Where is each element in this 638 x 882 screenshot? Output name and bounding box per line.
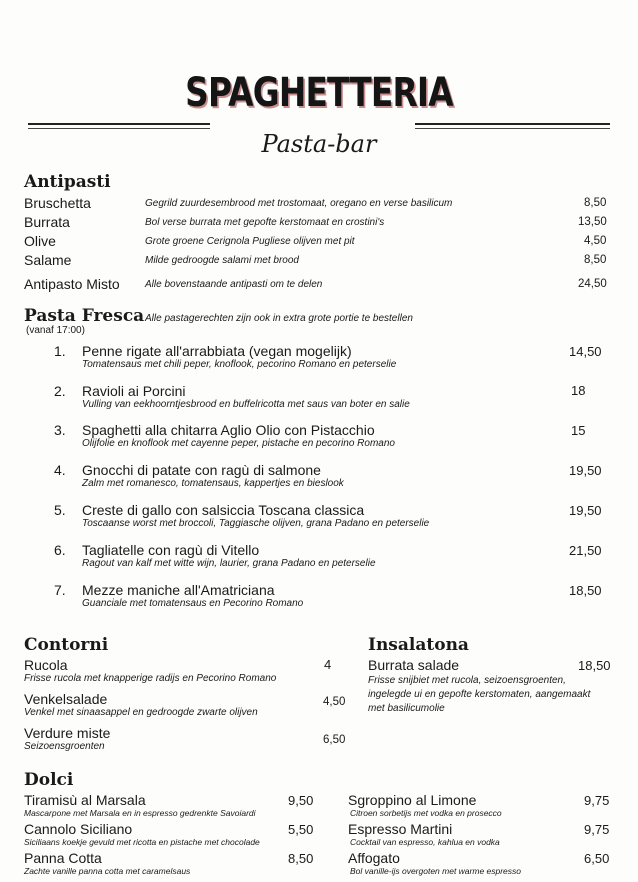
- dolci-item-desc: Cocktail van espresso, kahlua en vodka: [350, 837, 500, 847]
- antipasti-item-desc: Grote groene Cerignola Pugliese olijven met pit: [145, 236, 355, 247]
- pasta-item-desc: Zalm met romanesco, tomatensaus, kappertjes en bieslook: [82, 478, 344, 489]
- antipasti-item-desc: Bol verse burrata met gepofte kerstomaat en crostini's: [145, 217, 385, 228]
- section-title-insalatona: Insalatona: [368, 635, 469, 655]
- insalatona-item-name: Burrata salade: [368, 657, 460, 673]
- pasta-item-name: Gnocchi di patate con ragù di salmone: [82, 462, 321, 478]
- subtitle: Pasta-bar: [261, 130, 377, 158]
- contorni-item-desc: Frisse rucola met knapperige radijs en Pecorino Romano: [24, 673, 277, 684]
- antipasti-item-desc: Gegrild zuurdesembrood met trostomaat, oregano en verse basilicum: [145, 198, 453, 209]
- antipasti-item-price: 13,50: [578, 216, 607, 228]
- pasta-item-price: 14,50: [569, 344, 602, 359]
- section-title-contorni: Contorni: [24, 635, 109, 655]
- pasta-item-name: Mezze maniche all'Amatriciana: [82, 582, 275, 598]
- pasta-item-number: 4.: [54, 462, 66, 478]
- pasta-item-price: 19,50: [569, 503, 602, 518]
- contorni-item-price: 6,50: [323, 734, 346, 746]
- antipasti-item-desc: Alle bovenstaande antipasti om te delen: [145, 279, 323, 290]
- pasta-item-name: Spaghetti alla chitarra Aglio Olio con Pistacchio: [82, 422, 375, 438]
- pasta-item-number: 1.: [54, 343, 66, 359]
- dolci-item-price: 9,75: [584, 822, 610, 837]
- dolci-item-desc: Zachte vanille panna cotta met caramelsaus: [24, 866, 191, 876]
- dolci-item-price: 5,50: [288, 822, 314, 837]
- header-rule-left: [28, 123, 210, 125]
- pasta-item-price: 19,50: [569, 463, 602, 478]
- pasta-item-price: 21,50: [569, 543, 602, 558]
- dolci-item-name: Cannolo Siciliano: [24, 821, 133, 837]
- header-rule-right-thin: [415, 128, 610, 129]
- contorni-item-price: 4: [324, 657, 332, 672]
- pasta-item-price: 18: [571, 383, 586, 398]
- antipasti-item-desc: Milde gedroogde salami met brood: [145, 255, 299, 266]
- insalatona-item-desc: Frisse snijbiet met rucola, seizoensgroenten, ingelegde ui en gepofte kerstomaten, aangemaakt met basilicumolie: [368, 675, 591, 714]
- pasta-item-number: 6.: [54, 542, 66, 558]
- pasta-item-name: Ravioli ai Porcini: [82, 383, 186, 399]
- dolci-item-desc: Mascarpone met Marsala en in espresso gedrenkte Savoiardi: [24, 808, 256, 818]
- brand-title: SPAGHETTERIA: [185, 70, 453, 116]
- dolci-item-desc: Siciliaans koekje gevuld met ricotta en pistache met chocolade: [24, 837, 260, 847]
- pasta-time-note: (vanaf 17:00): [26, 325, 85, 336]
- dolci-item-desc: Bol vanille-ijs overgoten met warme espresso: [350, 866, 522, 876]
- pasta-item-desc: Toscaanse worst met broccoli, Taggiasche olijven, grana Padano en peterselie: [82, 518, 430, 529]
- dolci-item-name: Espresso Martini: [348, 821, 453, 837]
- dolci-item-name: Tiramisù al Marsala: [24, 792, 146, 808]
- pasta-item-desc: Guanciale met tomatensaus en Pecorino Romano: [82, 598, 304, 609]
- contorni-item-desc: Venkel met sinaasappel en gedroogde zwarte olijven: [24, 707, 258, 718]
- header-rule-left-thin: [28, 128, 210, 129]
- pasta-item-name: Penne rigate all'arrabbiata (vegan mogelijk): [82, 343, 352, 359]
- pasta-item-name: Creste di gallo con salsiccia Toscana classica: [82, 502, 365, 518]
- contorni-item-name: Verdure miste: [24, 725, 111, 741]
- section-title-dolci: Dolci: [24, 770, 74, 790]
- antipasti-item-name: Bruschetta: [24, 195, 91, 211]
- pasta-item-desc: Olijfolie en knoflook met cayenne peper, pistache en pecorino Romano: [82, 438, 395, 449]
- antipasti-item-name: Burrata: [24, 214, 70, 230]
- insalatona-item-price: 18,50: [578, 658, 611, 673]
- antipasti-item-name: Salame: [24, 252, 72, 268]
- contorni-item-desc: Seizoensgroenten: [24, 741, 105, 752]
- dolci-item-name: Sgroppino al Limone: [348, 792, 477, 808]
- pasta-item-price: 18,50: [569, 583, 602, 598]
- antipasti-item-price: 8,50: [584, 254, 607, 266]
- pasta-item-desc: Ragout van kalf met witte wijn, laurier, grana Padano en peterselie: [82, 558, 376, 569]
- antipasti-item-price: 8,50: [584, 197, 607, 209]
- pasta-note: Alle pastagerechten zijn ook in extra grote portie te bestellen: [145, 313, 413, 324]
- header-rule-right: [415, 123, 610, 125]
- dolci-item-name: Panna Cotta: [24, 850, 102, 866]
- pasta-item-desc: Tomatensaus met chili peper, knoflook, pecorino Romano en peterselie: [82, 359, 397, 370]
- section-title-pasta-fresca: Pasta Fresca: [24, 306, 145, 326]
- antipasti-item-name: Olive: [24, 233, 56, 249]
- antipasti-item-name: Antipasto Misto: [24, 276, 120, 292]
- dolci-item-price: 9,75: [584, 793, 610, 808]
- contorni-item-name: Venkelsalade: [24, 691, 108, 707]
- pasta-item-number: 2.: [54, 383, 66, 399]
- dolci-item-price: 9,50: [288, 793, 314, 808]
- dolci-item-price: 8,50: [288, 851, 314, 866]
- contorni-item-price: 4,50: [323, 696, 346, 708]
- pasta-item-number: 7.: [54, 582, 66, 598]
- antipasti-item-price: 4,50: [584, 235, 607, 247]
- pasta-item-desc: Vulling van eekhoorntjesbrood en buffelricotta met saus van boter en salie: [82, 399, 410, 410]
- antipasti-item-price: 24,50: [578, 278, 607, 290]
- dolci-item-price: 6,50: [584, 851, 610, 866]
- contorni-item-name: Rucola: [24, 657, 68, 673]
- pasta-item-price: 15: [571, 423, 586, 438]
- dolci-item-name: Affogato: [348, 850, 400, 866]
- pasta-item-number: 5.: [54, 502, 66, 518]
- section-title-antipasti: Antipasti: [24, 172, 111, 192]
- pasta-item-name: Tagliatelle con ragù di Vitello: [82, 542, 260, 558]
- dolci-item-desc: Citroen sorbetijs met vodka en prosecco: [350, 808, 502, 818]
- pasta-item-number: 3.: [54, 422, 66, 438]
